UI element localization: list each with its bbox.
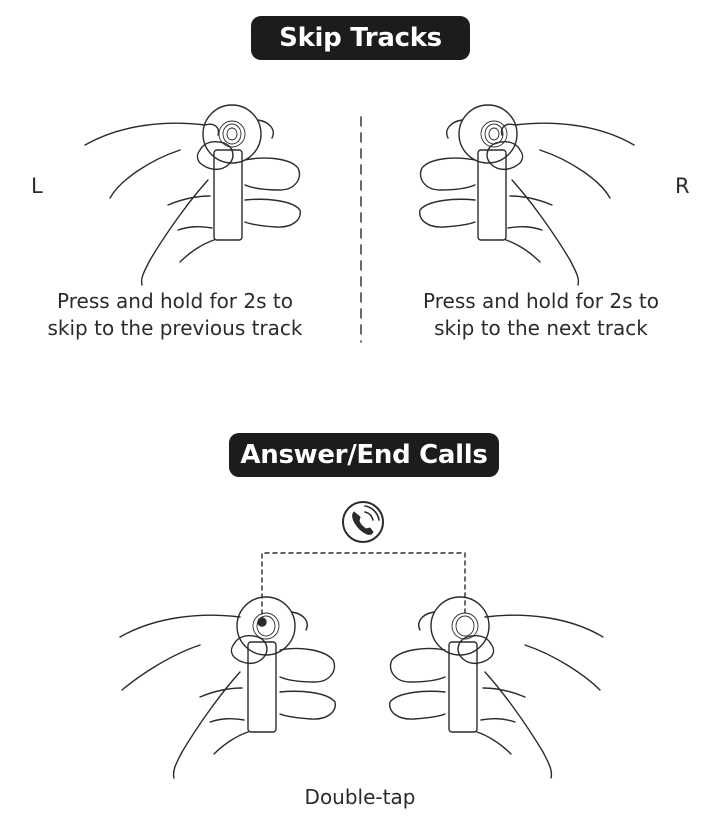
- fingerprint-icon: [253, 613, 279, 639]
- left-hand-tap-illustration: [120, 597, 335, 778]
- right-side-label: R: [675, 174, 690, 198]
- left-side-label: L: [31, 174, 43, 198]
- caption-line: Press and hold for 2s to: [423, 289, 659, 313]
- right-hand-press-illustration: [420, 105, 634, 285]
- caption-line: Press and hold for 2s to: [57, 289, 293, 313]
- caption-line: skip to the next track: [434, 316, 648, 340]
- fingerprint-icon: [452, 613, 478, 639]
- fingerprint-icon: [219, 121, 245, 147]
- caption-line: skip to the previous track: [47, 316, 303, 340]
- skip-tracks-heading: [251, 16, 470, 60]
- right-hand-tap-illustration: [390, 597, 603, 778]
- next-track-caption: [385, 288, 697, 342]
- skip-tracks-title: Skip Tracks: [279, 23, 442, 53]
- fingerprint-icon: [481, 121, 507, 147]
- left-hand-press-illustration: [85, 105, 300, 285]
- answer-end-calls-heading: [229, 433, 499, 477]
- connector-line: [262, 553, 465, 614]
- double-tap-caption: Double-tap: [304, 785, 416, 809]
- answer-end-calls-title: Answer/End Calls: [240, 440, 488, 470]
- phone-call-icon: [343, 502, 383, 542]
- tap-point-dot: [258, 618, 266, 626]
- previous-track-caption: [20, 288, 330, 342]
